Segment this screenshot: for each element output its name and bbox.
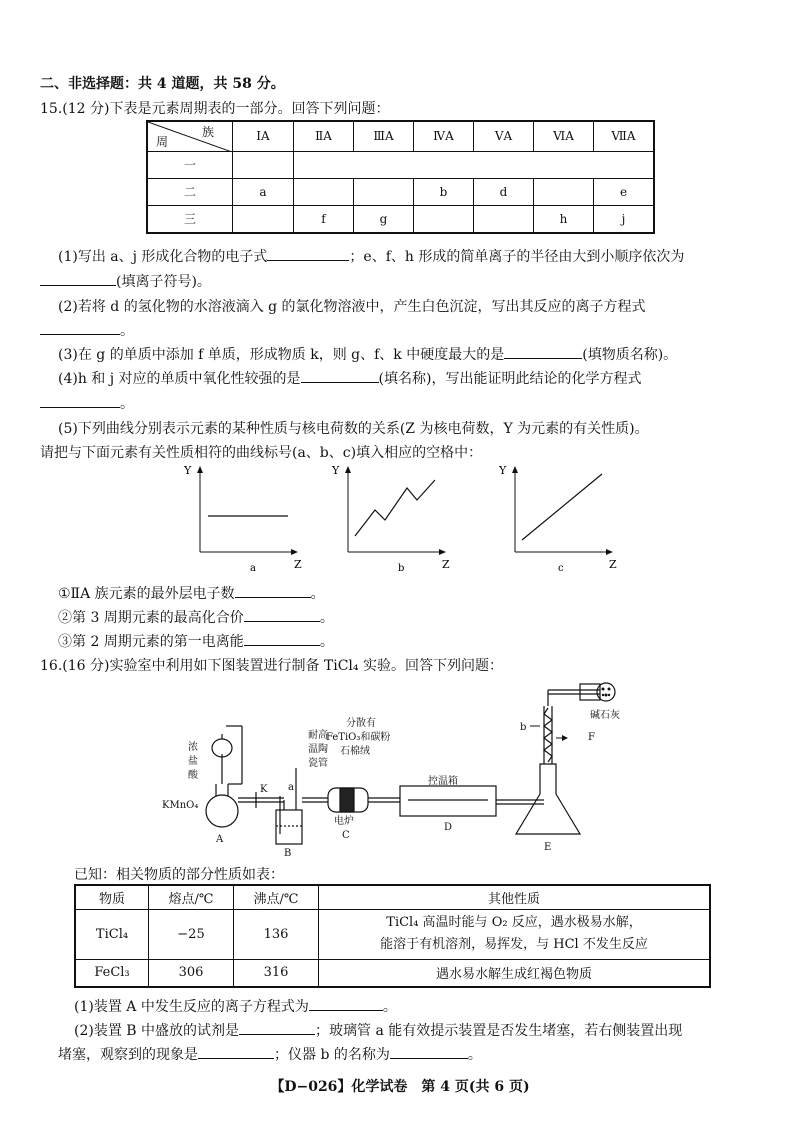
tube-label: 耐高: [308, 730, 328, 741]
soda-lime-label: 碱石灰: [590, 710, 620, 721]
melting-point: 306: [149, 959, 234, 987]
table-cell: b: [414, 178, 474, 205]
graph-c: [498, 464, 617, 574]
group-header: ⅦA: [594, 121, 655, 151]
y-axis-label: Y: [184, 464, 192, 477]
table-cell: [233, 151, 294, 178]
q16-part2: (2)装置 B 中盛放的试剂是 ；玻璃管 a 能有效提示装置是否发生堵塞，若右侧装置出现: [74, 1020, 682, 1040]
other-properties: 遇水易水解生成红褐色物质: [319, 959, 711, 987]
temp-box-label: 控温箱: [428, 776, 458, 787]
group-header: ⅣA: [414, 121, 474, 151]
melting-point: −25: [149, 909, 234, 959]
group-header: ⅥA: [534, 121, 594, 151]
answer-blank[interactable]: [244, 631, 320, 646]
boiling-point: 316: [234, 959, 319, 987]
curve-b: [355, 480, 435, 536]
corner-period-label: 周: [156, 134, 169, 149]
q15-part2: (2)若将 d 的氢化物的水溶液滴入 g 的氯化物溶液中，产生白色沉淀，写出其反应的离子方程式: [58, 299, 646, 315]
graph-caption: b: [398, 563, 405, 574]
answer-blank[interactable]: [40, 393, 120, 408]
period-label: 一: [147, 151, 233, 178]
property-graphs: [170, 458, 640, 578]
table-cell: f: [294, 205, 354, 233]
label-C: C: [342, 830, 350, 841]
table-cell-merged: [294, 151, 655, 178]
x-axis-label: Z: [609, 558, 617, 571]
dispersed-label: 分散有: [346, 718, 376, 729]
period-label: 二: [147, 178, 233, 205]
period-label: 三: [147, 205, 233, 233]
periodic-table: [146, 120, 655, 234]
answer-blank[interactable]: [390, 1044, 468, 1059]
conc-hcl-label: 浓: [188, 742, 198, 753]
q15-sub3: ③第 2 周期元素的第一电离能 。: [58, 631, 334, 651]
answer-blank[interactable]: [267, 246, 349, 261]
q16-intro: 16.(16 分)实验室中利用如下图装置进行制备 TiCl₄ 实验。回答下列问题：: [40, 658, 503, 674]
y-axis-label: Y: [332, 464, 340, 477]
q16-part1: (1)装置 A 中发生反应的离子方程式为 。: [74, 996, 397, 1016]
table-cell: d: [474, 178, 534, 205]
table-header: 其他性质: [319, 885, 711, 909]
graph-b: [331, 464, 450, 574]
label-A: A: [216, 834, 224, 845]
q15-intro: 15.(12 分)下表是元素周期表的一部分。回答下列问题：: [40, 101, 390, 117]
label-D: D: [444, 822, 453, 833]
q15-part5: (5)下列曲线分别表示元素的某种性质与核电荷数的关系(Z 为核电荷数，Y 为元素的有关性质)。: [58, 421, 649, 437]
conc-hcl-label: 酸: [188, 770, 198, 781]
substance-name: TiCl₄: [75, 909, 149, 959]
table-cell: j: [594, 205, 655, 233]
table-cell: [233, 205, 294, 233]
answer-blank[interactable]: [504, 344, 582, 359]
answer-blank[interactable]: [309, 996, 383, 1011]
corner-group-label: 族: [201, 125, 214, 139]
table-cell: [474, 205, 534, 233]
table-cell: g: [354, 205, 414, 233]
x-axis-label: Z: [294, 558, 302, 571]
graph-caption: c: [558, 563, 564, 574]
table-cell: [294, 178, 354, 205]
table-header: 沸点/℃: [234, 885, 319, 909]
x-axis-label: Z: [442, 558, 450, 571]
page-footer: 【D−026】化学试卷 第 4 页(共 6 页): [270, 1079, 530, 1095]
table-cell: h: [534, 205, 594, 233]
q15-sub2: ②第 3 周期元素的最高化合价 。: [58, 607, 334, 627]
label-a: a: [288, 782, 294, 793]
properties-table: [74, 884, 711, 988]
table-cell: [534, 178, 594, 205]
q15-part4: (4)h 和 j 对应的单质中氧化性较强的是 (填名称)，写出能证明此结论的化学方程式: [58, 368, 641, 388]
table-cell: e: [594, 178, 655, 205]
label-E: E: [544, 842, 552, 853]
label-b: b: [520, 722, 527, 733]
graph-caption: a: [250, 563, 256, 574]
known-properties-intro: 已知：相关物质的部分性质如表：: [74, 867, 284, 883]
boiling-point: 136: [234, 909, 319, 959]
q15-part5-cont: 请把与下面元素有关性质相符的曲线标号(a、b、c)填入相应的空格中：: [40, 445, 483, 461]
curve-c: [522, 474, 602, 540]
table-header: 熔点/℃: [149, 885, 234, 909]
q15-part1-cont: (填离子符号)。: [40, 271, 211, 291]
q15-part3: (3)在 g 的单质中添加 f 单质，形成物质 k，则 g、f、k 中硬度最大的是 (填物质名称)。: [58, 344, 677, 364]
q16-part2-cont: 堵塞，观察到的现象是 ；仪器 b 的名称为 。: [58, 1044, 482, 1064]
label-F: F: [588, 732, 595, 743]
tube-label: 瓷管: [308, 758, 328, 769]
answer-blank[interactable]: [244, 607, 320, 622]
table-cell: a: [233, 178, 294, 205]
y-axis-label: Y: [499, 464, 507, 477]
other-properties: TiCl₄ 高温时能与 O₂ 反应，遇水极易水解， 能溶于有机溶剂，易挥发，与 HCl 不发生反应: [319, 909, 711, 959]
answer-blank[interactable]: [198, 1044, 274, 1059]
tube-label: 温陶: [308, 744, 328, 755]
answer-blank[interactable]: [40, 320, 120, 335]
table-cell: [414, 205, 474, 233]
section-heading: 二、非选择题：共 4 道题，共 58 分。: [40, 76, 285, 92]
group-header: ⅢA: [354, 121, 414, 151]
answer-blank[interactable]: [235, 583, 311, 598]
q15-part1: (1)写出 a、j 形成化合物的电子式 ；e、f、h 形成的简单离子的半径由大到小顺序依次为: [58, 246, 684, 266]
table-cell: [354, 178, 414, 205]
group-header: ⅠA: [233, 121, 294, 151]
group-header: ⅤA: [474, 121, 534, 151]
answer-blank[interactable]: [239, 1020, 315, 1035]
conc-hcl-label: 盐: [188, 756, 198, 767]
dispersed-label: FeTiO₃和碳粉: [326, 732, 391, 743]
q15-part2-cont: 。: [40, 320, 134, 340]
kmno4-label: KMnO₄: [162, 800, 199, 811]
q15-sub1: ①ⅡA 族元素的最外层电子数 。: [58, 583, 325, 603]
substance-name: FeCl₃: [75, 959, 149, 987]
furnace-label: 电炉: [334, 816, 354, 827]
label-K: K: [260, 784, 268, 795]
graph-a: [183, 464, 302, 574]
apparatus-diagram: [160, 676, 650, 856]
answer-blank[interactable]: [301, 368, 379, 383]
dispersed-label: 石棉绒: [340, 746, 370, 757]
table-header: 物质: [75, 885, 149, 909]
group-header: ⅡA: [294, 121, 354, 151]
label-B: B: [284, 848, 292, 856]
q15-part4-cont: 。: [40, 393, 134, 413]
table-corner-cell: [147, 121, 233, 151]
answer-blank[interactable]: [40, 271, 116, 286]
